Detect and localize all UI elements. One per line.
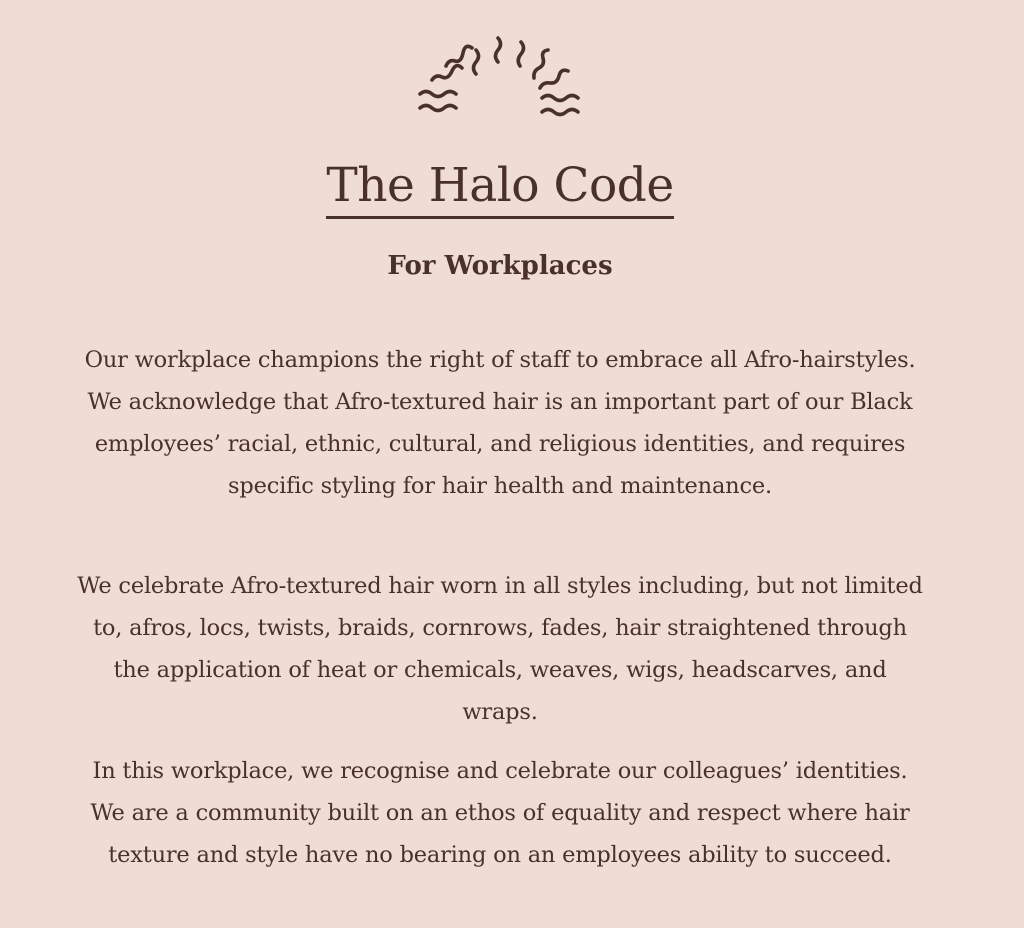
page-subtitle: For Workplaces (387, 251, 613, 281)
paragraph-hairstyles-celebrated: We celebrate Afro-textured hair worn in all styles including, but not limited to, afros, locs, twists, braids, cornrows, fades, hair straightened through the application of heat or chemicals, weaves, wigs, headscarves, and wraps. (77, 573, 923, 725)
paragraph-workplace-champions: Our workplace champions the right of staff to embrace all Afro-hairstyles. We acknowledge that Afro-textured hair is an important part of our Black employees’ racial, ethnic, cultural, and religious identities, and requires specific styling for hair health and maintenance. (84, 347, 916, 499)
wavy-rays-icon (412, 28, 588, 120)
paragraph-community-ethos: In this workplace, we recognise and celebrate our colleagues’ identities. We are a community built on an ethos of equality and respect where hair texture and style have no bearing on an employees ability to succeed. (90, 758, 910, 868)
page-title (0, 148, 1000, 224)
title-text: The Halo Code (326, 156, 673, 219)
